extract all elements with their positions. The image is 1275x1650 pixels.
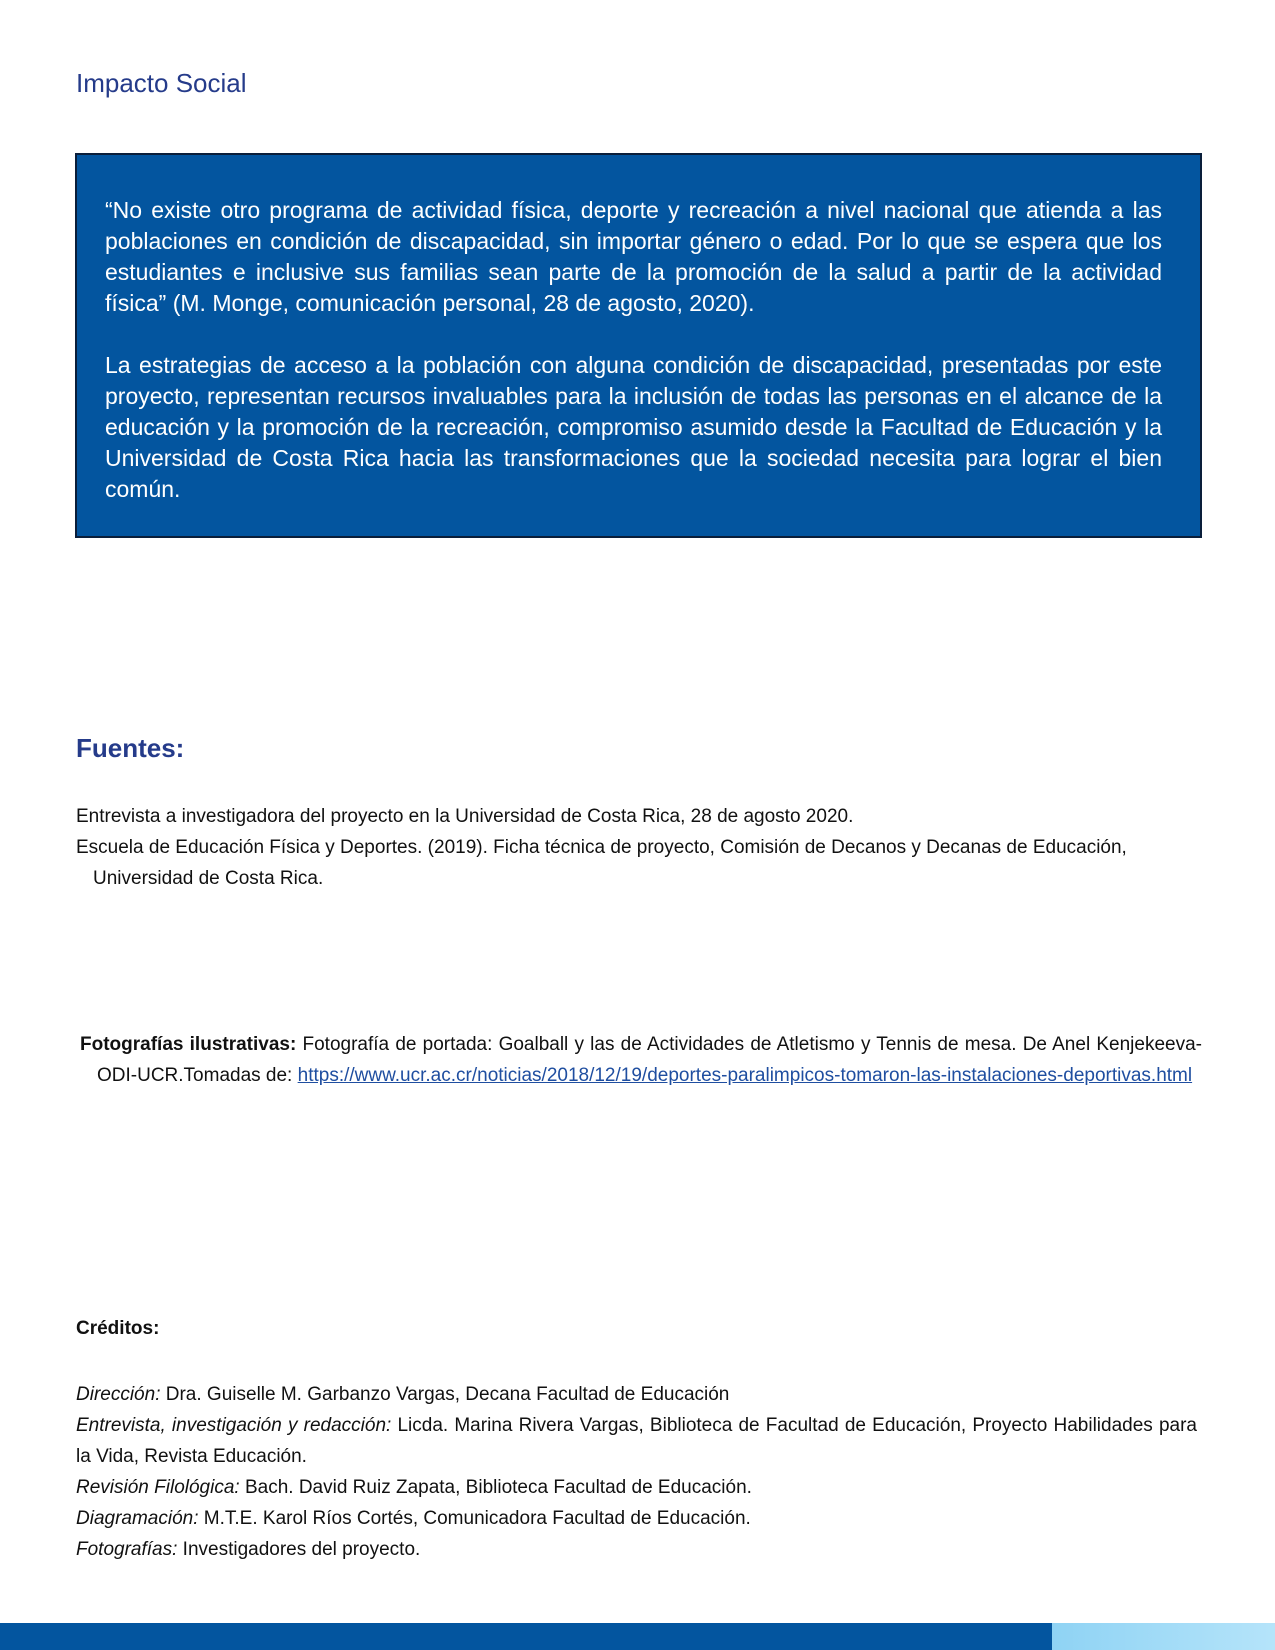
source-item: Entrevista a investigadora del proyecto en la Universidad de Costa Rica, 28 de agosto 2020.	[76, 806, 854, 827]
credit-item	[76, 1503, 1197, 1534]
credit-text: Bach. David Ruiz Zapata, Biblioteca Facultad de Educación.	[239, 1477, 752, 1498]
summary-paragraph: La estrategias de acceso a la población con alguna condición de discapacidad, presentadas por este proyecto, representan recursos invaluables para la inclusión de todas las personas en el alcance de la educación y la promoción de la recreación, compromiso asumido desde la Facultad de Educación y la Universidad de Costa Rica hacia las transformaciones que la sociedad necesita para lograr el bien común.	[105, 352, 1162, 502]
credit-item	[76, 1410, 1197, 1472]
quote-box	[75, 153, 1202, 538]
credit-item	[76, 1472, 1197, 1503]
photo-credits	[80, 1029, 1202, 1091]
footer-bar	[0, 1623, 1052, 1650]
quote-paragraph: “No existe otro programa de actividad física, deporte y recreación a nivel nacional que atienda a las poblaciones en condición de discapacidad, sin importar género o edad. Por lo que se espera que los estudiantes e inclusive sus familias sean parte de la promoción de la salud a partir de la actividad física” (M. Monge, comunicación personal, 28 de agosto, 2020).	[105, 197, 1162, 316]
credit-role: Dirección:	[76, 1384, 161, 1405]
credit-text: Licda. Marina Rivera Vargas, Biblioteca de Facultad de Educación, Proyecto Habilidades para la Vida, Revista Educación.	[76, 1415, 1197, 1467]
section-title: Impacto Social	[76, 68, 247, 98]
photo-credits-text: Fotografía de portada: Goalball y las de Actividades de Atletismo y Tennis de mesa. De Anel Kenjekeeva-ODI-UCR.Tomadas de:	[97, 1034, 1202, 1086]
credit-text: M.T.E. Karol Ríos Cortés, Comunicadora Facultad de Educación.	[198, 1508, 751, 1529]
source-item: Escuela de Educación Física y Deportes. (2019). Ficha técnica de proyecto, Comisión de Decanos y Decanas de Educación, Universidad de Costa Rica.	[76, 837, 1127, 889]
sources-list	[76, 801, 1201, 894]
credit-role: Diagramación:	[76, 1508, 199, 1529]
credit-role: Fotografías:	[76, 1539, 178, 1560]
credit-item	[76, 1534, 1197, 1565]
footer-accent	[1052, 1623, 1275, 1650]
credit-text: Investigadores del proyecto.	[177, 1539, 421, 1560]
credits-heading: Créditos:	[76, 1318, 160, 1339]
sources-heading: Fuentes:	[76, 733, 185, 763]
credit-role: Revisión Filológica:	[76, 1477, 240, 1498]
photo-credits-label: Fotografías ilustrativas:	[80, 1034, 297, 1055]
credit-text: Dra. Guiselle M. Garbanzo Vargas, Decana Facultad de Educación	[160, 1384, 730, 1405]
credits-list	[76, 1379, 1197, 1565]
credit-item	[76, 1379, 1197, 1410]
photo-source-link[interactable]: https://www.ucr.ac.cr/noticias/2018/12/19/deportes-paralimpicos-tomaron-las-instalaciones-deportivas.html	[297, 1065, 1193, 1086]
credit-role: Entrevista, investigación y redacción:	[76, 1415, 392, 1436]
